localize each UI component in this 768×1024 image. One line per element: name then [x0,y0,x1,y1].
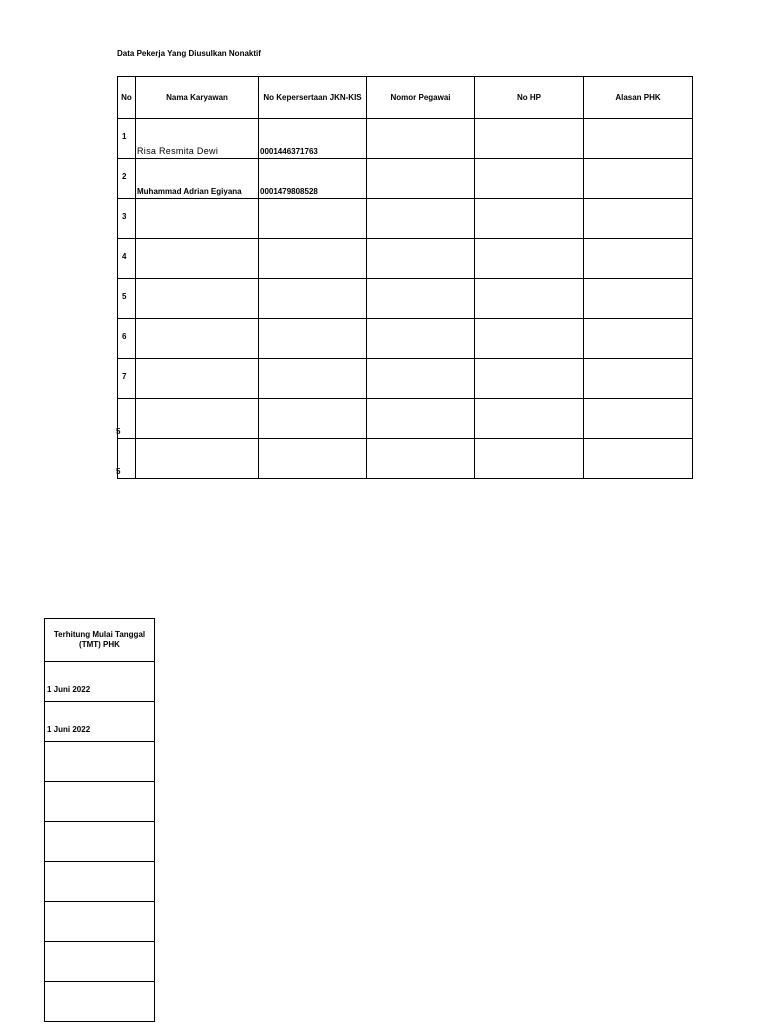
cell-no-hp [475,159,584,199]
cell-alasan-phk [584,279,693,319]
cell-nama [136,439,259,479]
cell-nomor-pegawai [367,239,475,279]
cell-nama [136,319,259,359]
cell-no-hp [475,199,584,239]
cell-tmt [45,862,155,902]
cell-alasan-phk [584,119,693,159]
cell-nomor-pegawai [367,319,475,359]
row-number: 2 [122,172,127,181]
cell-tmt [45,742,155,782]
table-row [118,239,693,279]
cell-nama [136,119,259,159]
header-no: No [118,77,136,119]
cell-no [118,279,136,319]
table-header-row [118,77,693,119]
cell-jkn [259,359,367,399]
cell-alasan-phk [584,359,693,399]
cell-no [118,239,136,279]
cell-nama [136,199,259,239]
cell-nama [136,279,259,319]
cell-jkn [259,399,367,439]
cell-nomor-pegawai [367,359,475,399]
table-row [118,359,693,399]
table-row [118,399,693,439]
table-row [45,862,155,902]
cell-nama [136,399,259,439]
cell-tmt [45,942,155,982]
cell-nomor-pegawai [367,119,475,159]
cell-alasan-phk [584,439,693,479]
cell-nomor-pegawai [367,399,475,439]
table-row [45,742,155,782]
cell-jkn [259,239,367,279]
cell-no-hp [475,319,584,359]
tmt-date: 1 Juni 2022 [47,725,91,734]
tmt-header-row [45,619,155,662]
table-row [118,319,693,359]
cell-alasan-phk [584,199,693,239]
cell-tmt [45,902,155,942]
cell-alasan-phk [584,159,693,199]
cell-no [118,119,136,159]
cell-nomor-pegawai [367,439,475,479]
cell-nama [136,359,259,399]
cell-jkn [259,319,367,359]
cell-tmt [45,782,155,822]
cell-jkn [259,279,367,319]
cell-jkn [259,199,367,239]
table-row [45,662,155,702]
table-row [45,942,155,982]
cell-alasan-phk [584,399,693,439]
cell-no-hp [475,279,584,319]
cell-jkn [259,439,367,479]
tmt-table [44,618,155,1022]
cell-no-hp [475,439,584,479]
table-row [45,782,155,822]
cell-no [118,319,136,359]
table-row [118,159,693,199]
row-number: 5 [122,292,127,301]
cell-nomor-pegawai [367,279,475,319]
cell-no-hp [475,399,584,439]
row-number: 5 [116,427,121,436]
table-row [118,279,693,319]
employee-name: Muhammad Adrian Egiyana [137,187,242,196]
employee-table [117,76,693,479]
cell-no-hp [475,239,584,279]
cell-no [118,399,136,439]
table-row [118,439,693,479]
table-row [45,982,155,1022]
cell-no [118,159,136,199]
table-row [45,902,155,942]
cell-no [118,439,136,479]
document-title: Data Pekerja Yang Diusulkan Nonaktif [117,49,261,58]
cell-tmt [45,822,155,862]
cell-nama [136,239,259,279]
row-number: 3 [122,212,127,221]
table-row [45,822,155,862]
row-number: 4 [122,252,127,261]
cell-no [118,199,136,239]
table-row [118,199,693,239]
header-no-hp: No HP [475,77,584,119]
row-number: 7 [122,372,127,381]
cell-no [118,359,136,399]
cell-alasan-phk [584,319,693,359]
employee-name: Risa Resmita Dewi [137,146,219,156]
row-number: 1 [122,132,127,141]
cell-tmt [45,702,155,742]
table-row [45,702,155,742]
header-nomor-pegawai: Nomor Pegawai [367,77,475,119]
jkn-number: 0001479808528 [260,187,318,196]
cell-alasan-phk [584,239,693,279]
cell-nomor-pegawai [367,199,475,239]
header-alasan-phk: Alasan PHK [584,77,693,119]
cell-jkn [259,119,367,159]
cell-nomor-pegawai [367,159,475,199]
cell-jkn [259,159,367,199]
row-number: 5 [116,467,121,476]
cell-nama [136,159,259,199]
table-row [118,119,693,159]
header-nama-karyawan: Nama Karyawan [136,77,259,119]
header-tmt-phk: Terhitung Mulai Tanggal (TMT) PHK [45,619,155,662]
jkn-number: 0001446371763 [260,147,318,156]
tmt-date: 1 Juni 2022 [47,685,91,694]
row-number: 6 [122,332,127,341]
cell-no-hp [475,119,584,159]
cell-no-hp [475,359,584,399]
cell-tmt [45,982,155,1022]
header-no-kepesertaan: No Kepersertaan JKN-KIS [259,77,367,119]
cell-tmt [45,662,155,702]
